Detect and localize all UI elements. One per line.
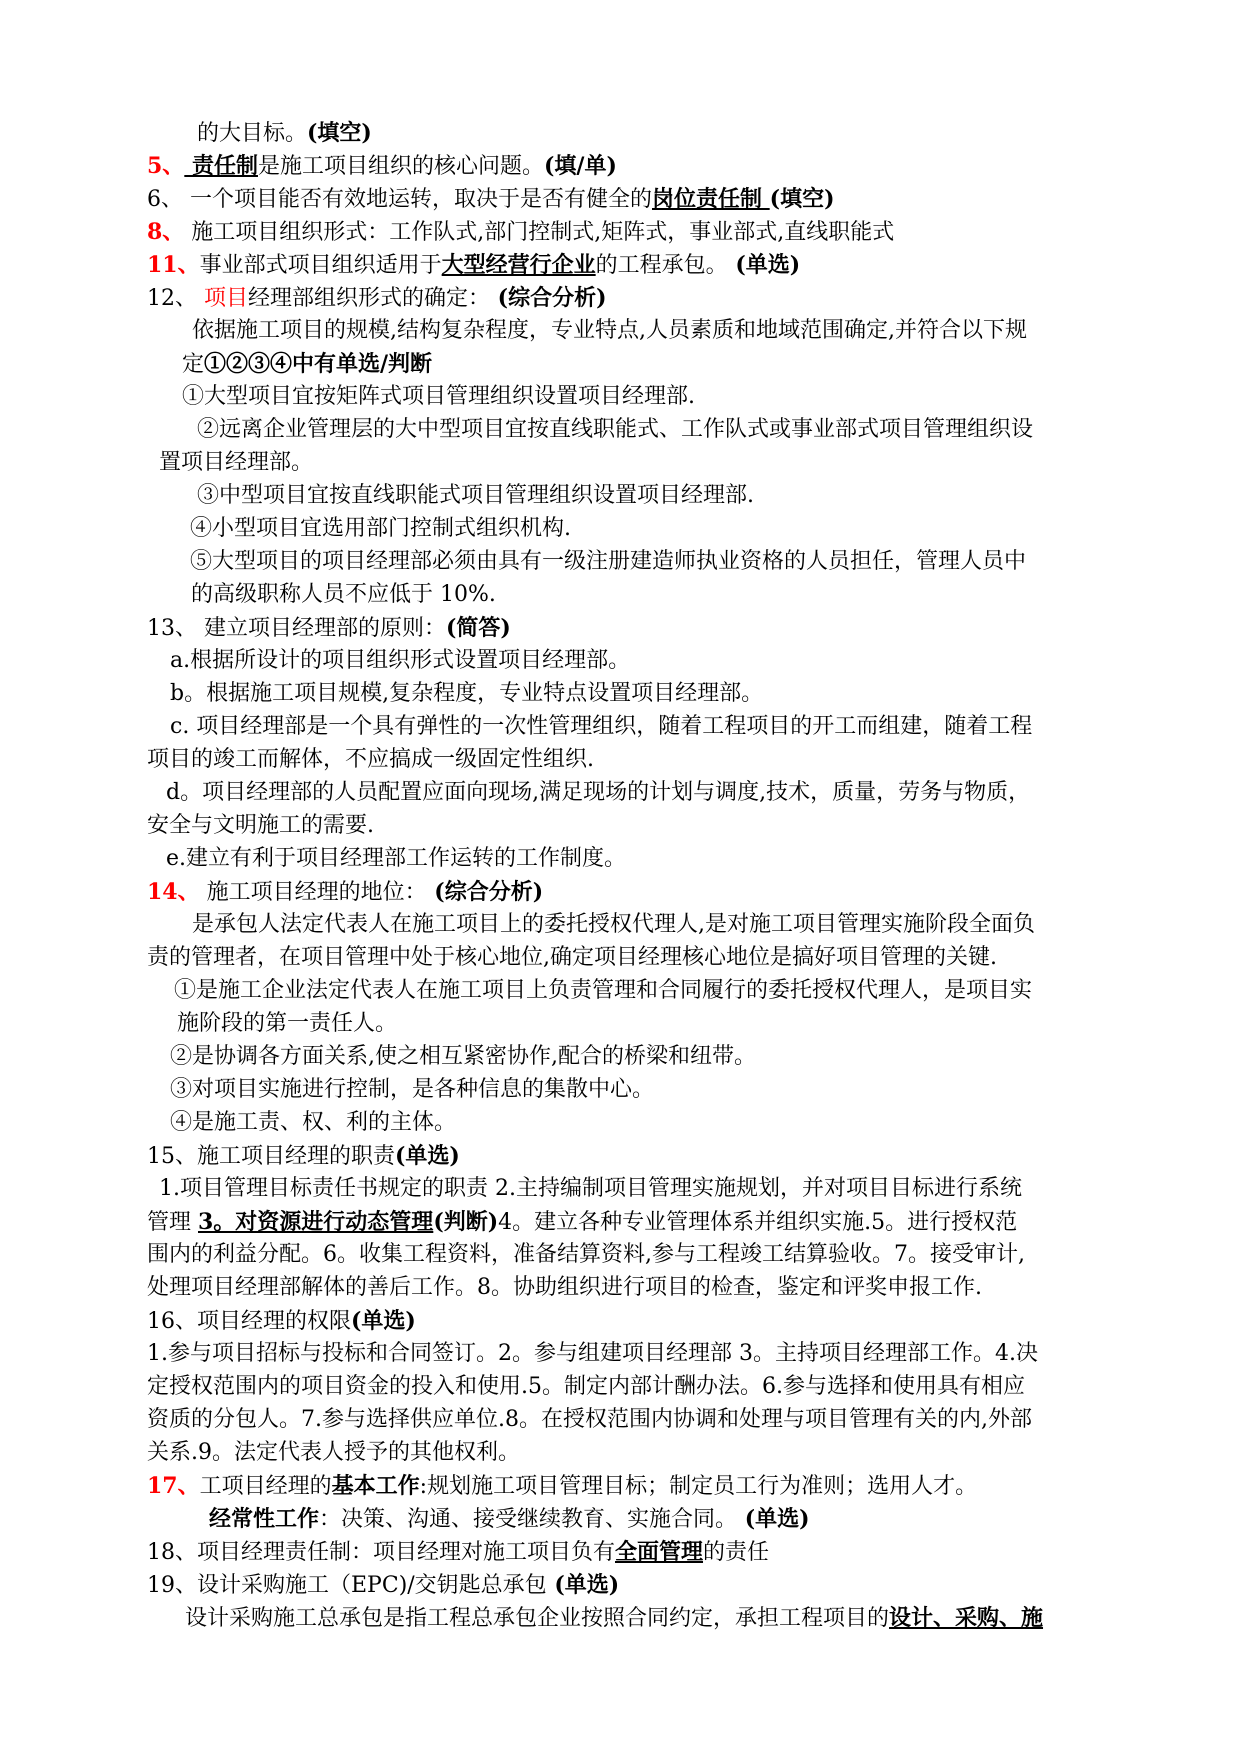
text-line: 施阶段的第一责任人。	[177, 1011, 398, 1036]
item-19: 19、设计采购施工（EPC)/交钥匙总承包 (单选)	[147, 1572, 620, 1598]
item-8: 8、 施工项目组织形式：工作队式,部门控制式,矩阵式，事业部式,直线职能式	[147, 219, 895, 245]
item-18: 18、项目经理责任制：项目经理对施工项目负有全面管理的责任	[147, 1539, 770, 1565]
item-13: 13、 建立项目经理部的原则：(简答)	[147, 615, 511, 641]
text-line: 管理 3。对资源进行动态管理(判断)4。建立各种专业管理体系并组织实施.5。进行授权范	[147, 1209, 1018, 1235]
text-line: 定授权范围内的项目资金的投入和使用.5。制定内部计酬办法。6.参与选择和使用具有相应	[147, 1374, 1025, 1399]
text-line: 的大目标。(填空)	[197, 120, 372, 146]
list-item: d。项目经理部的人员配置应面向现场,满足现场的计划与调度,技术，质量，劳务与物质，	[166, 780, 1031, 805]
item-number: 14、	[147, 879, 200, 905]
text-line: 安全与文明施工的需要.	[147, 813, 374, 838]
list-item: b。根据施工项目规模,复杂程度，专业特点设置项目经理部。	[170, 681, 764, 706]
item-number: 12、	[147, 286, 197, 311]
item-11: 11、事业部式项目组织适用于大型经营行企业的工程承包。 (单选)	[147, 252, 801, 278]
item-6: 6、 一个项目能否有效地运转，取决于是否有健全的岗位责任制 (填空)	[147, 186, 835, 212]
list-item: ②是协调各方面关系,使之相互紧密协作,配合的桥梁和纽带。	[170, 1044, 756, 1069]
list-item: a.根据所设计的项目组织形式设置项目经理部。	[170, 648, 631, 673]
text-line: 资质的分包人。7.参与选择供应单位.8。在授权范围内协调和处理与项目管理有关的内,外部	[147, 1407, 1032, 1432]
text-line: 经常性工作：决策、沟通、接受继续教育、实施合同。 (单选)	[209, 1506, 810, 1532]
list-item: ①是施工企业法定代表人在施工项目上负责管理和合同履行的委托授权代理人，是项目实	[174, 978, 1033, 1003]
item-number: 13、	[147, 616, 197, 641]
list-item: ④小型项目宜选用部门控制式组织机构.	[190, 516, 571, 541]
item-17: 17、工项目经理的基本工作:规划施工项目管理目标；制定员工行为准则；选用人才。	[147, 1473, 978, 1499]
list-item: ②远离企业管理层的大中型项目宜按直线职能式、工作队式或事业部式项目管理组织设	[197, 417, 1034, 442]
item-number: 11、	[147, 252, 200, 278]
text-line: 处理项目经理部解体的善后工作。8。协助组织进行项目的检查，鉴定和评奖申报工作.	[147, 1275, 982, 1300]
list-item: c. 项目经理部是一个具有弹性的一次性管理组织，随着工程项目的开工而组建，随着工程	[170, 714, 1033, 739]
list-item: ①大型项目宜按矩阵式项目管理组织设置项目经理部.	[182, 384, 695, 409]
text-line: 是承包人法定代表人在施工项目上的委托授权代理人,是对施工项目管理实施阶段全面负	[192, 912, 1035, 937]
item-12: 12、 项目经理部组织形式的确定： (综合分析)	[147, 285, 607, 311]
text-line: 设计采购施工总承包是指工程总承包企业按照合同约定，承担工程项目的设计、采购、施	[185, 1605, 1044, 1631]
text-line: 的高级职称人员不应低于 10%.	[191, 582, 496, 607]
list-item: ⑤大型项目的项目经理部必须由具有一级注册建造师执业资格的人员担任，管理人员中	[190, 549, 1027, 574]
list-item: ③对项目实施进行控制，是各种信息的集散中心。	[170, 1077, 655, 1102]
text-line: 项目的竣工而解体，不应搞成一级固定性组织.	[147, 747, 594, 772]
item-16: 16、项目经理的权限(单选)	[147, 1308, 416, 1334]
text-line: 1.参与项目招标与投标和合同签订。2。参与组建项目经理部 3。主持项目经理部工作。4.决	[147, 1341, 1038, 1366]
item-number: 8、	[147, 219, 185, 245]
item-5: 5、 责任制是施工项目组织的核心问题。(填/单)	[147, 153, 617, 179]
text-line: 1.项目管理目标责任书规定的职责 2.主持编制项目管理实施规划，并对项目目标进行系统	[159, 1176, 1022, 1201]
text-line: 定①②③④中有单选/判断	[182, 351, 433, 377]
item-14: 14、 施工项目经理的地位： (综合分析)	[147, 879, 544, 905]
text-line: 责的管理者，在项目管理中处于核心地位,确定项目经理核心地位是搞好项目管理的关键.	[147, 945, 997, 970]
text-line: 置项目经理部。	[159, 450, 314, 475]
item-15: 15、施工项目经理的职责(单选)	[147, 1143, 460, 1169]
item-number: 17、	[147, 1473, 200, 1499]
item-number: 5、	[147, 153, 185, 179]
text-line: 关系.9。法定代表人授予的其他权利。	[147, 1440, 520, 1465]
list-item: ③中型项目宜按直线职能式项目管理组织设置项目经理部.	[197, 483, 754, 508]
list-item: ④是施工责、权、利的主体。	[170, 1110, 457, 1135]
text-line: 依据施工项目的规模,结构复杂程度，专业特点,人员素质和地域范围确定,并符合以下规	[192, 318, 1027, 343]
list-item: e.建立有利于项目经理部工作运转的工作制度。	[166, 846, 627, 871]
item-number: 6、	[147, 187, 183, 212]
text-line: 围内的利益分配。6。收集工程资料，准备结算资料,参与工程竣工结算验收。7。接受审计,	[147, 1242, 1025, 1267]
